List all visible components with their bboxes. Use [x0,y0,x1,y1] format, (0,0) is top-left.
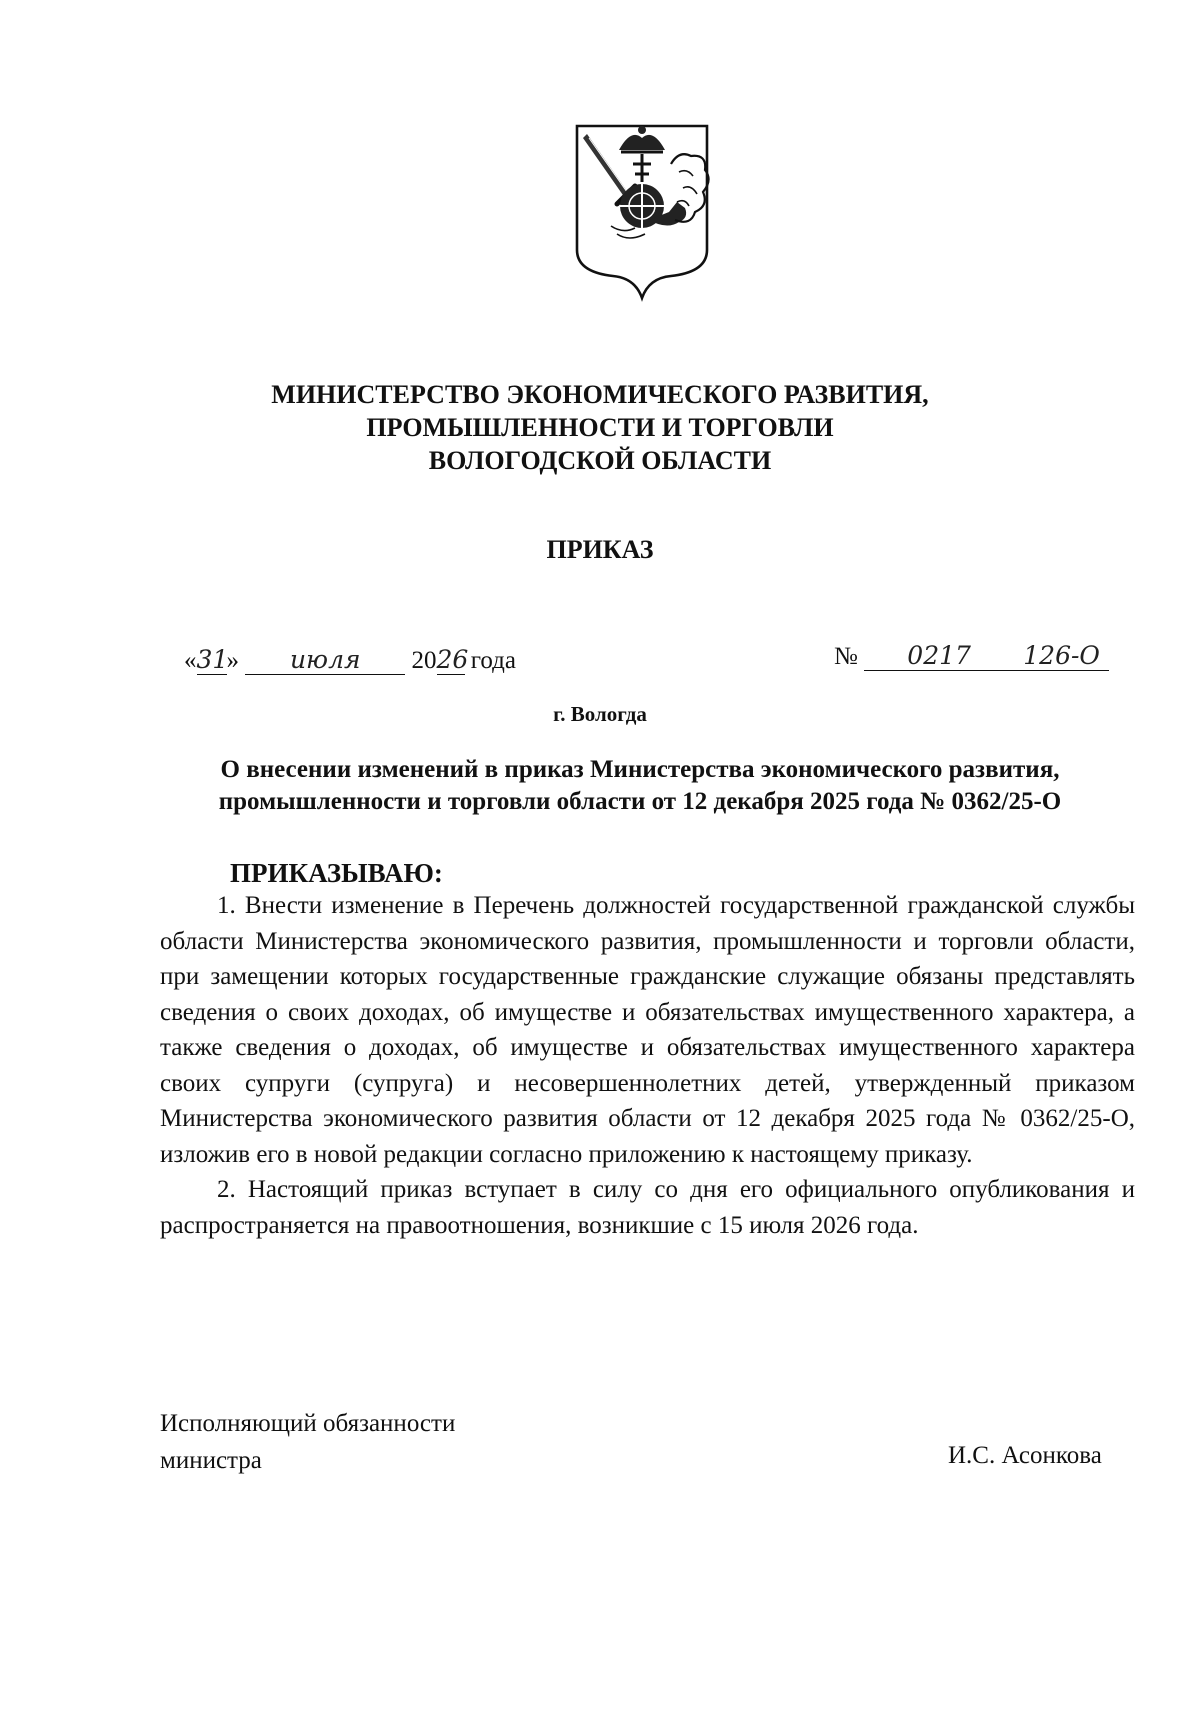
subject-line: О внесении изменений в приказ Министерства экономического развития, [220,756,1060,783]
number-sign: № [834,643,858,670]
order-date [184,645,516,675]
paragraph-1: 1. Внести изменение в Перечень должностей государственной гражданской службы области Министерства экономического развития, промышленности и торговли области, при замещении которых государственные гражданские служащие обязаны представлять сведения о своих доходах, об имуществе и обязательствах имущественного характера, а также сведения о доходах, об имуществе и обязательствах имущественного характера своих супруги (супруга) и несовершеннолетних детей, утвержденный приказом Министерства экономического развития области от 12 декабря 2025 года № 0362/25-О, изложив его в новой редакции согласно приложению к настоящему приказу. [160,892,1135,1168]
ministry-name [0,378,1200,477]
signatory-position-line: министра [160,1447,262,1474]
number-part2: 126-О [1014,641,1109,671]
date-year-word: года [470,647,516,674]
order-body [160,888,1135,1243]
date-year-suffix: 26 [436,645,469,674]
ministry-line: ВОЛОГОДСКОЙ ОБЛАСТИ [428,446,772,475]
order-number [834,641,1109,671]
date-year-prefix: 20 [411,647,437,674]
signatory-position-line: Исполняющий обязанности [160,1410,456,1437]
subject-line: промышленности и торговли области от 12 декабря 2025 года № 0362/25-О [218,788,1062,815]
order-directive: ПРИКАЗЫВАЮ: [230,858,443,888]
signatory-position [160,1405,455,1479]
ministry-line: ПРОМЫШЛЕННОСТИ И ТОРГОВЛИ [366,413,834,442]
date-close-quote: » [226,647,239,674]
number-part1: 0217 [864,641,1014,671]
city: г. Вологда [553,702,647,726]
ministry-line: МИНИСТЕРСТВО ЭКОНОМИЧЕСКОГО РАЗВИТИЯ, [271,380,929,409]
date-day: 31 [196,645,229,674]
coat-of-arms-icon [571,122,713,302]
document-type: ПРИКАЗ [546,535,654,564]
signatory-name: И.С. Асонкова [948,1442,1102,1469]
date-month: июля [245,645,405,675]
date-open-quote: « [184,647,197,674]
order-subject [160,754,1120,818]
paragraph-2: 2. Настоящий приказ вступает в силу со дня его официального опубликования и распространяется на правоотношения, возникшие с 15 июля 2026 года. [160,1176,1135,1239]
